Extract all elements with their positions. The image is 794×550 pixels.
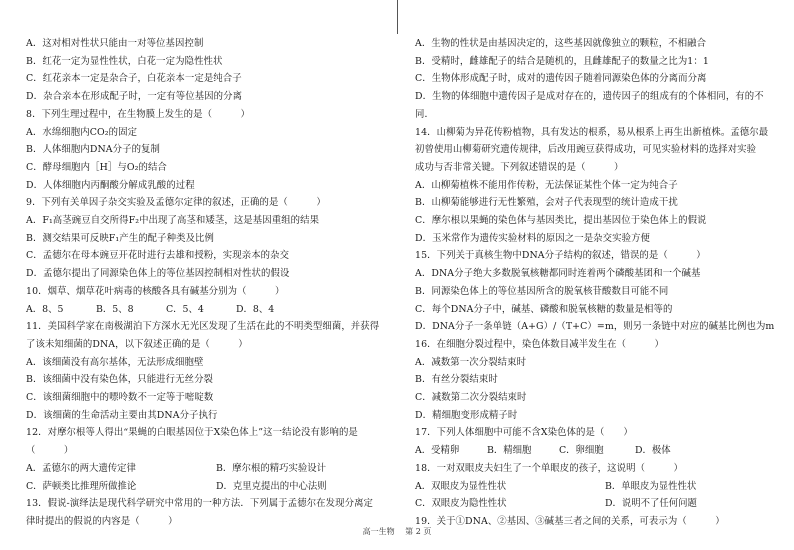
text-line: D．玉米常作为遗传实验材料的原因之一是杂交实验方便 (415, 232, 651, 244)
text-line: 16．在细胞分裂过程中，染色体数目减半发生在（ ） (415, 338, 665, 350)
option-item: D．克里克提出的中心法则 (216, 480, 327, 492)
text-line: D．杂合亲本在形成配子时，一定有等位基因的分离 (26, 91, 243, 103)
footer-page-number: 第 2 页 (405, 527, 432, 536)
text-line: 初曾使用山柳菊研究遗传规律，后改用豌豆获得成功，可见实验材料的选择对实验 (415, 144, 757, 156)
option-item: B．精细胞 (487, 445, 532, 457)
option-item: D．说明不了任何问题 (605, 498, 697, 510)
text-line: C．孟德尔在母本豌豆开花时进行去雄和授粉，实现亲本的杂交 (26, 250, 290, 262)
page-footer (0, 526, 794, 537)
text-line: B．有丝分裂结束时 (415, 374, 498, 386)
option-item: A．双眼皮为显性性状 (415, 480, 507, 492)
text-line: （ ） (26, 445, 74, 457)
text-line: 了该未知细菌的DNA，以下叙述正确的是（ ） (26, 338, 248, 350)
option-item: C．萨顿类比推理所做推论 (26, 480, 137, 492)
option-item: C．5、4 (166, 303, 204, 315)
text-line: C．酵母细胞内［H］与O₂的结合 (26, 161, 167, 173)
option-item: C．双眼皮为隐性性状 (415, 498, 507, 510)
text-line: C．该细菌细胞中的嘌呤数不一定等于嘧啶数 (26, 392, 214, 403)
text-line: B．同源染色体上的等位基因所含的脱氧核苷酸数目可能不同 (415, 285, 669, 297)
option-item: B．单眼皮为显性性状 (605, 480, 697, 492)
text-line: A．F₁高茎豌豆自交所得F₂中出现了高茎和矮茎，这是基因重组的结果 (26, 215, 320, 226)
text-line: D．该细菌的生命活动主要由其DNA分子执行 (26, 409, 218, 421)
text-line: 8．下列生理过程中，在生物膜上发生的是（ ） (26, 108, 250, 120)
option-item: A．8、5 (26, 303, 64, 315)
text-line: D．孟德尔提出了同源染色体上的等位基因控制相对性状的假设 (26, 268, 290, 280)
text-line: 14．山柳菊为异花传粉植物，具有发达的根系，易从根系上再生出新植株。孟德尔最 (415, 126, 769, 138)
text-line: B．红花一定为显性性状，白花一定为隐性性状 (26, 55, 223, 67)
text-line: 12．对摩尔根等人得出“果蝇的白眼基因位于X染色体上”这一结论没有影响的是 (26, 427, 358, 439)
text-line: 18．一对双眼皮夫妇生了一个单眼皮的孩子，这说明（ ） (415, 462, 683, 474)
text-line: B．人体细胞内DNA分子的复制 (26, 144, 161, 156)
text-line: C．摩尔根以果蝇的染色体与基因类比，提出基因位于染色体上的假说 (415, 215, 707, 226)
text-line: A．山柳菊植株不能用作传粉，无法保证某性个体一定为纯合子 (415, 179, 678, 191)
text-line: 10．烟草、烟草花叶病毒的核酸各具有碱基分别为（ ） (26, 285, 285, 297)
text-line: B．山柳菊能够进行无性繁殖，会对子代表现型的统计造成干扰 (415, 197, 678, 209)
text-line: B．测交结果可反映F₁产生的配子种类及比例 (26, 232, 215, 244)
text-line: 成功与否非常关键。下列叙述错误的是（ ） (415, 161, 624, 173)
column-divider (397, 0, 398, 34)
option-item: C．卵细胞 (559, 445, 604, 457)
text-line: C．减数第二次分裂结束时 (415, 392, 527, 403)
footer-subject: 高一生物 (362, 527, 395, 536)
text-line: C．生物体形成配子时，成对的遗传因子随着同源染色体的分离而分离 (415, 73, 707, 85)
text-line: A．减数第一次分裂结束时 (415, 356, 527, 368)
text-line: A．这对相对性状只能由一对等位基因控制 (26, 38, 204, 49)
text-line: A．该细菌没有高尔基体，无法形成细胞壁 (26, 356, 204, 368)
text-line: 19．关于①DNA、②基因、③碱基三者之间的关系，可表示为（ ） (415, 515, 725, 527)
text-line: 13．假说-演绎法是现代科学研究中常用的一种方法．下列属于孟德尔在发现分离定 (26, 498, 374, 510)
option-item: B．摩尔根的精巧实验设计 (216, 462, 327, 474)
text-line: D．人体细胞内丙酮酸分解成乳酸的过程 (26, 179, 195, 191)
text-line: B．受精时，雌雄配子的结合是随机的，且雌雄配子的数量之比为1：1 (415, 55, 709, 67)
text-line: 17．下列人体细胞中可能不含X染色体的是（ ） (415, 427, 633, 439)
text-line: D．生物的体细胞中遗传因子是成对存在的，遗传因子的组成有的个体相同，有的不 (415, 91, 764, 103)
text-line: C．红花亲本一定是杂合子，白花亲本一定是纯合子 (26, 73, 242, 85)
option-item: D．极体 (635, 445, 671, 457)
option-item: D．8、4 (236, 303, 275, 315)
text-line: C．每个DNA分子中，碱基、磷酸和脱氧核糖的数量是相等的 (415, 303, 673, 315)
text-line: B．该细菌中没有染色体，只能进行无丝分裂 (26, 374, 214, 386)
option-item: A．孟德尔的两大遗传定律 (26, 462, 136, 474)
text-line: 同． (415, 108, 434, 120)
text-line: 15．下列关于真核生物中DNA分子结构的叙述，错误的是（ ） (415, 250, 706, 262)
text-line: D．精细胞变形成精子时 (415, 409, 518, 421)
text-line: 律时提出的假说的内容是（ ） (26, 515, 178, 527)
text-line: 11．美国科学家在南极湖泊下方深水无光区发现了生活在此的不明类型细菌，并获得 (26, 321, 380, 333)
text-line: A．DNA分子绝大多数脱氧核糖都同时连着两个磷酸基团和一个碱基 (415, 268, 701, 280)
option-item: B．5、8 (96, 303, 134, 315)
text-line: A．水绵细胞内CO₂的固定 (26, 126, 138, 138)
text-line: 9．下列有关单因子杂交实验及孟德尔定律的叙述，正确的是（ ） (26, 197, 326, 209)
text-line: A．生物的性状是由基因决定的，这些基因就像独立的颗粒，不相融合 (415, 38, 707, 49)
option-item: A．受精卵 (415, 445, 460, 457)
text-line: D．DNA分子一条单链（A+G）/（T+C）=m，则另一条链中对应的碱基比例也为m (415, 321, 775, 333)
